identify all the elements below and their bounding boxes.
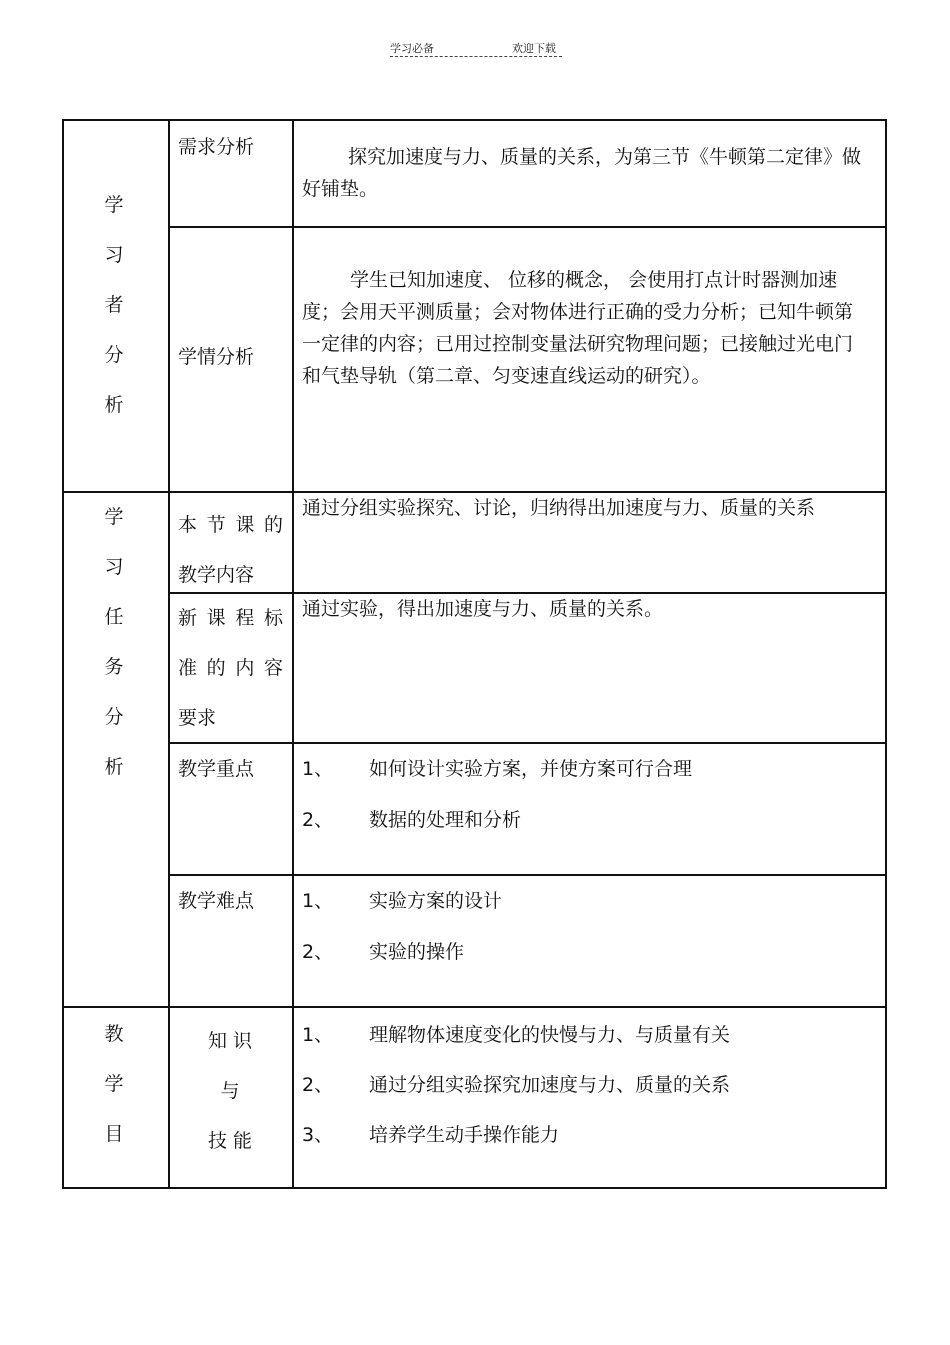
lesson-plan-table — [62, 119, 887, 1189]
needs-content: 探究加速度与力、质量的关系，为第三节《牛顿第二定律》做好铺垫。 — [302, 146, 862, 200]
page-header — [390, 40, 562, 57]
section-title-task: 学 习 任 务 分 析 — [104, 506, 124, 778]
difficulties-label: 教学难点 — [178, 890, 255, 912]
standard-content: 通过实验，得出加速度与力、质量的关系。 — [302, 598, 664, 620]
section-title-goal: 教 学 目 — [104, 1023, 124, 1145]
situation-label: 学情分析 — [178, 346, 255, 368]
lesson-content-text: 通过分组实验探究、讨论，归纳得出加速度与力、质量的关系 — [302, 497, 816, 519]
situation-content: 学生已知加速度、 位移的概念， 会使用打点计时器测加速度；会用天平测质量；会对物体进行正确的受力分析；已知牛顿第一定律的内容；已用过控制变量法研究物理问题；已接触过光电门和气垫导轨（第二章、匀变速直线运动的研究）。 — [302, 269, 854, 387]
column-divider — [292, 119, 294, 1189]
table-border-top — [62, 119, 887, 121]
lesson-content-label: 本节课的 教学内容 — [178, 514, 283, 586]
table-border-left — [62, 119, 64, 1189]
header-right-text: 欢迎下载 — [512, 42, 556, 55]
header-left-text: 学习必备 — [390, 42, 434, 55]
row-divider — [169, 226, 887, 228]
table-border-bottom — [62, 1187, 887, 1189]
needs-label: 需求分析 — [178, 136, 255, 158]
row-divider — [169, 874, 887, 876]
list-item: 3、 培养学生动手操作能力 — [302, 1124, 560, 1146]
list-item: 2、 实验的操作 — [302, 941, 465, 963]
table-border-right — [885, 119, 887, 1189]
standard-label: 新课程标 准的内容 要求 — [178, 607, 283, 729]
list-item: 2、 通过分组实验探究加速度与力、质量的关系 — [302, 1074, 731, 1096]
key-points-label: 教学重点 — [178, 758, 255, 780]
list-item: 1、 实验方案的设计 — [302, 890, 503, 912]
list-item: 1、 如何设计实验方案，并使方案可行合理 — [302, 758, 693, 780]
section-title-learner: 学 习 者 分 析 — [104, 194, 124, 416]
list-item: 2、 数据的处理和分析 — [302, 809, 522, 831]
section-divider — [62, 1006, 887, 1008]
knowledge-label: 知 识 与 技 能 — [207, 1030, 253, 1152]
list-item: 1、 理解物体速度变化的快慢与力、与质量有关 — [302, 1024, 731, 1046]
